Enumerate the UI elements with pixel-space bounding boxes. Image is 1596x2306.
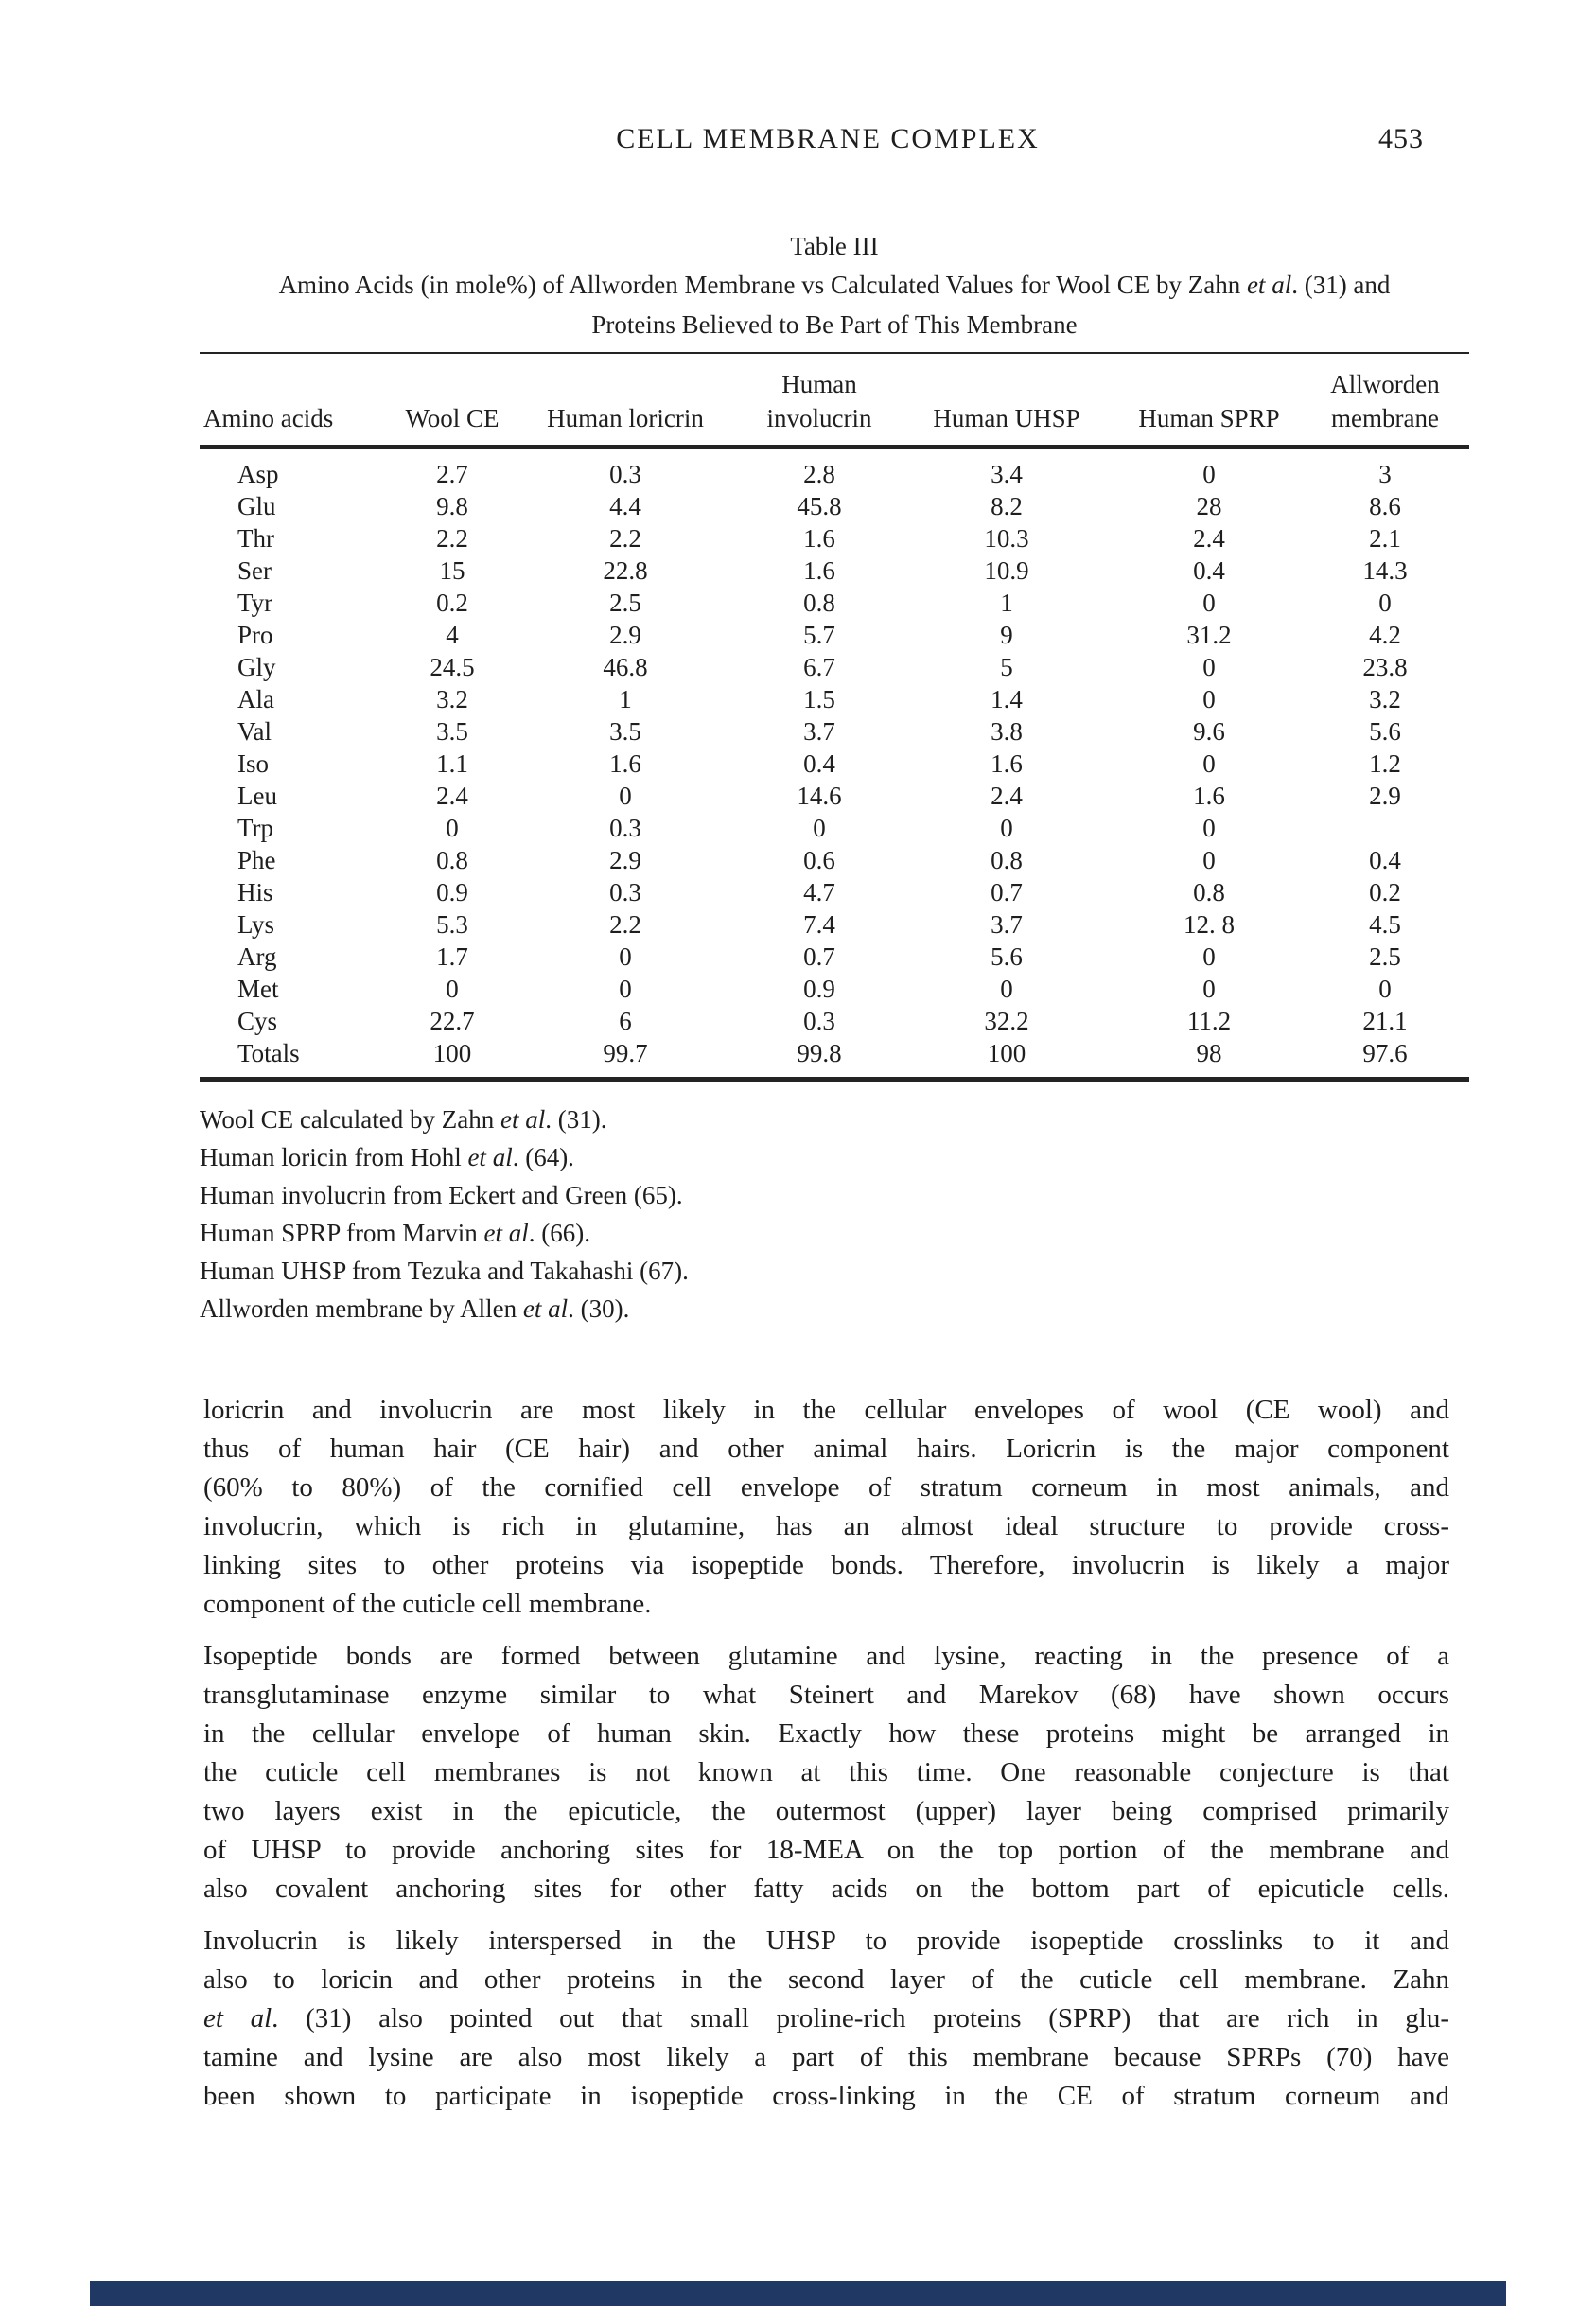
italic-text: et al — [500, 1105, 546, 1134]
value-cell: 4.4 — [609, 492, 641, 520]
value-cell: 100 — [987, 1039, 1026, 1067]
value-cell: 46.8 — [603, 653, 648, 681]
table-row — [200, 973, 1469, 1005]
column-header — [1091, 353, 1327, 447]
text-segment: Human involucrin from Eckert and Green (65). — [200, 1181, 683, 1209]
text-line — [203, 1999, 1449, 2038]
amino-acid-name-cell: His — [237, 878, 273, 907]
value-cell: 0.7 — [803, 942, 835, 971]
value-cell: 0 — [1202, 589, 1216, 617]
column-header — [716, 353, 922, 447]
value-cell: 2.5 — [609, 589, 641, 617]
value-cell: 2.4 — [1193, 524, 1225, 553]
value-cell: 0.3 — [609, 878, 641, 907]
column-header-line: Allworden — [1330, 370, 1440, 398]
table-block — [200, 227, 1469, 1328]
value-cell: 22.8 — [603, 556, 648, 585]
text-line — [203, 2077, 1449, 2116]
value-cell: 2.5 — [1369, 942, 1401, 971]
value-cell: 0 — [1202, 460, 1216, 488]
value-cell: 7.4 — [803, 910, 835, 939]
amino-acid-name-cell: Met — [237, 975, 279, 1003]
value-cell: 21.1 — [1362, 1007, 1408, 1035]
value-cell: 1.6 — [991, 749, 1023, 778]
value-cell: 2.9 — [609, 621, 641, 649]
column-header-line: Wool CE — [405, 404, 500, 432]
value-cell: 2.4 — [436, 782, 468, 810]
value-cell: 0 — [1202, 942, 1216, 971]
table-row — [200, 941, 1469, 973]
table-row — [200, 812, 1469, 844]
text-segment: (60% to 80%) of the cornified cell envelope of stratum corneum in most animals, and — [203, 1472, 1449, 1503]
value-cell: 3.7 — [803, 717, 835, 746]
value-cell: 12. 8 — [1184, 910, 1235, 939]
text-line — [203, 1831, 1449, 1870]
text-segment: also to loricin and other proteins in the second layer of the cuticle cell membrane. Zahn — [203, 1964, 1449, 1995]
text-segment: of UHSP to provide anchoring sites for 18-MEA on the top portion of the membrane and — [203, 1835, 1449, 1865]
value-cell: 8.6 — [1369, 492, 1401, 520]
value-cell: 1.6 — [609, 749, 641, 778]
value-cell: 0.3 — [609, 460, 641, 488]
table-row — [200, 447, 1469, 490]
table-row — [200, 780, 1469, 812]
value-cell: 3.5 — [609, 717, 641, 746]
paragraph — [203, 1922, 1449, 2116]
amino-acid-name-cell: Gly — [237, 653, 276, 681]
italic-text: et al — [467, 1143, 513, 1171]
value-cell: 1 — [1000, 589, 1013, 617]
table-row — [200, 587, 1469, 619]
value-cell: 14.6 — [797, 782, 842, 810]
value-cell: 2.9 — [609, 846, 641, 874]
text-segment: . (64). — [512, 1143, 574, 1171]
value-cell: 0.4 — [1193, 556, 1225, 585]
value-cell: 9.6 — [1193, 717, 1225, 746]
value-cell: 0.8 — [436, 846, 468, 874]
table-body — [200, 447, 1469, 1080]
value-cell: 0 — [619, 942, 632, 971]
table-row — [200, 908, 1469, 941]
value-cell: 14.3 — [1362, 556, 1408, 585]
value-cell: 3.2 — [1369, 685, 1401, 713]
value-cell: 2.9 — [1369, 782, 1401, 810]
text-line — [203, 1585, 1449, 1624]
amino-acid-name-cell: Pro — [237, 621, 273, 649]
running-head — [203, 123, 1452, 163]
amino-acid-name-cell: Thr — [237, 524, 274, 553]
footnote-line — [200, 1176, 1469, 1214]
table-row — [200, 1005, 1469, 1037]
text-line — [203, 1753, 1449, 1792]
text-segment: in the cellular envelope of human skin. Exactly how these proteins might be arranged in — [203, 1718, 1449, 1749]
column-header-line: Human — [781, 370, 857, 398]
running-head-title: CELL MEMBRANE COMPLEX — [616, 123, 1040, 154]
text-segment: Human UHSP from Tezuka and Takahashi (67). — [200, 1257, 689, 1285]
text-line — [203, 1430, 1449, 1469]
value-cell: 1.4 — [991, 685, 1023, 713]
value-cell: 2.7 — [436, 460, 468, 488]
value-cell: 8.2 — [991, 492, 1023, 520]
value-cell: 0 — [446, 975, 459, 1003]
value-cell: 22.7 — [430, 1007, 475, 1035]
value-cell: 4.5 — [1369, 910, 1401, 939]
value-cell: 99.8 — [797, 1039, 842, 1067]
amino-acid-name-cell: Leu — [237, 782, 277, 810]
table-header — [200, 353, 1469, 447]
value-cell: 9.8 — [436, 492, 468, 520]
text-line — [203, 1715, 1449, 1753]
italic-text: et al — [522, 1294, 569, 1323]
value-cell: 6.7 — [803, 653, 835, 681]
text-segment: Allworden membrane by Allen — [200, 1294, 523, 1323]
value-cell: 1.5 — [803, 685, 835, 713]
text-segment: Isopeptide bonds are formed between glutamine and lysine, reacting in the presence of a — [203, 1641, 1449, 1671]
value-cell: 0.4 — [1369, 846, 1401, 874]
value-cell: 99.7 — [603, 1039, 648, 1067]
text-segment: two layers exist in the epicuticle, the outermost (upper) layer being comprised primarily — [203, 1796, 1449, 1826]
amino-acid-name-cell: Lys — [237, 910, 275, 939]
bottom-bar — [90, 2281, 1506, 2306]
text-segment: component of the cuticle cell membrane. — [203, 1589, 652, 1619]
value-cell: 0 — [1202, 749, 1216, 778]
value-cell: 5.6 — [1369, 717, 1401, 746]
text-segment: linking sites to other proteins via isopeptide bonds. Therefore, involucrin is likely a major — [203, 1550, 1449, 1580]
text-segment: tamine and lysine are also most likely a part of this membrane because SPRPs (70) have — [203, 2042, 1449, 2072]
value-cell: 1.1 — [436, 749, 468, 778]
amino-acid-name-cell: Val — [237, 717, 272, 746]
text-segment: Human loricin from Hohl — [200, 1143, 468, 1171]
value-cell: 1 — [619, 685, 632, 713]
text-segment: loricrin and involucrin are most likely in the cellular envelopes of wool (CE wool) and — [203, 1395, 1449, 1425]
page-number: 453 — [1378, 123, 1424, 154]
text-segment: the cuticle cell membranes is not known at this time. One reasonable conjecture is that — [203, 1757, 1449, 1787]
value-cell: 1.6 — [803, 524, 835, 553]
value-cell: 5.3 — [436, 910, 468, 939]
text-line — [203, 1961, 1449, 1999]
text-line — [203, 1469, 1449, 1507]
value-cell: 1.2 — [1369, 749, 1401, 778]
column-header-line: Human UHSP — [933, 404, 1080, 432]
text-segment: . (66). — [528, 1219, 590, 1247]
text-segment: Wool CE calculated by Zahn — [200, 1105, 500, 1134]
table-row — [200, 715, 1469, 748]
value-cell: 10.9 — [984, 556, 1029, 585]
value-cell: 0 — [446, 814, 459, 842]
table-row — [200, 522, 1469, 554]
value-cell: 2.2 — [436, 524, 468, 553]
text-segment: Proteins Believed to Be Part of This Membrane — [591, 310, 1078, 339]
amino-acid-name-cell: Cys — [237, 1007, 278, 1035]
footnote-line — [200, 1138, 1469, 1176]
value-cell: 4 — [446, 621, 459, 649]
text-segment: Amino Acids (in mole%) of Allworden Membrane vs Calculated Values for Wool CE by Zahn — [278, 271, 1247, 299]
value-cell: 0.9 — [436, 878, 468, 907]
table-caption-line — [200, 305, 1469, 344]
text-segment: Involucrin is likely interspersed in the UHSP to provide isopeptide crosslinks to it and — [203, 1926, 1449, 1956]
value-cell: 0 — [1202, 846, 1216, 874]
text-segment: been shown to participate in isopeptide cross-linking in the CE of stratum corneum and — [203, 2081, 1449, 2111]
value-cell: 6 — [619, 1007, 632, 1035]
text-line — [203, 1546, 1449, 1585]
table-footnotes — [200, 1100, 1469, 1328]
italic-text: et al — [483, 1219, 529, 1247]
value-cell: 3.4 — [991, 460, 1023, 488]
value-cell: 5.7 — [803, 621, 835, 649]
footnote-line — [200, 1290, 1469, 1328]
value-cell: 0 — [619, 782, 632, 810]
value-cell: 15 — [439, 556, 465, 585]
value-cell: 98 — [1196, 1039, 1222, 1067]
value-cell: 0 — [1202, 814, 1216, 842]
value-cell: 0 — [1202, 653, 1216, 681]
amino-acid-name-cell: Trp — [237, 814, 274, 842]
value-cell: 2.1 — [1369, 524, 1401, 553]
value-cell: 5 — [1000, 653, 1013, 681]
value-cell: 3.2 — [436, 685, 468, 713]
value-cell: 45.8 — [797, 492, 842, 520]
value-cell: 5.6 — [991, 942, 1023, 971]
text-line — [203, 1391, 1449, 1430]
value-cell: 3 — [1378, 460, 1392, 488]
value-cell: 1.7 — [436, 942, 468, 971]
value-cell: 0.2 — [1369, 878, 1401, 907]
value-cell: 1.6 — [803, 556, 835, 585]
value-cell: 10.3 — [984, 524, 1029, 553]
table-title: Table III — [790, 232, 879, 260]
value-cell: 0 — [1000, 814, 1013, 842]
value-cell: 97.6 — [1362, 1039, 1408, 1067]
column-header — [200, 353, 370, 447]
footnote-line — [200, 1252, 1469, 1290]
table-row — [200, 619, 1469, 651]
italic-text: et al — [1246, 271, 1292, 299]
value-cell: 4.2 — [1369, 621, 1401, 649]
value-cell: 100 — [432, 1039, 472, 1067]
table-row — [200, 876, 1469, 908]
text-line — [203, 1507, 1449, 1546]
value-cell: 0 — [1378, 975, 1392, 1003]
value-cell: 2.2 — [609, 910, 641, 939]
text-segment: also covalent anchoring sites for other fatty acids on the bottom part of epicuticle cells. — [203, 1874, 1449, 1904]
amino-acid-name-cell: Phe — [237, 846, 276, 874]
table-row — [200, 651, 1469, 683]
amino-acid-name-cell: Ala — [237, 685, 274, 713]
text-line — [203, 1637, 1449, 1676]
value-cell: 32.2 — [984, 1007, 1029, 1035]
amino-acid-name-cell: Glu — [237, 492, 276, 520]
value-cell: 11.2 — [1186, 1007, 1232, 1035]
table-row — [200, 844, 1469, 876]
column-header-line: Human loricrin — [547, 404, 704, 432]
value-cell: 0.6 — [803, 846, 835, 874]
value-cell: 4.7 — [803, 878, 835, 907]
table-row — [200, 490, 1469, 522]
footnote-line — [200, 1214, 1469, 1252]
text-segment: . (31) also pointed out that small proline-rich proteins (SPRP) that are rich in glu- — [272, 2003, 1449, 2033]
amino-acid-name-cell: Arg — [237, 942, 277, 971]
value-cell: 0.8 — [803, 589, 835, 617]
body-text — [203, 1391, 1449, 2129]
amino-acid-name-cell: Totals — [237, 1039, 300, 1067]
value-cell: 24.5 — [430, 653, 475, 681]
paragraph — [203, 1391, 1449, 1624]
column-header-line: involucrin — [766, 404, 872, 432]
column-header — [922, 353, 1091, 447]
value-cell: 3.5 — [436, 717, 468, 746]
value-cell: 0 — [1202, 975, 1216, 1003]
text-segment: . (31) and — [1291, 271, 1391, 299]
amino-acid-name-cell: Tyr — [237, 589, 273, 617]
value-cell: 0.2 — [436, 589, 468, 617]
text-segment: transglutaminase enzyme similar to what Steinert and Marekov (68) have shown occurs — [203, 1680, 1449, 1710]
table-row — [200, 683, 1469, 715]
amino-acid-name-cell: Asp — [237, 460, 279, 488]
value-cell: 0 — [619, 975, 632, 1003]
value-cell: 0.4 — [803, 749, 835, 778]
value-cell: 0 — [1202, 685, 1216, 713]
amino-acid-name-cell: Ser — [237, 556, 272, 585]
text-line — [203, 1922, 1449, 1961]
text-line — [203, 1792, 1449, 1831]
value-cell: 0 — [1000, 975, 1013, 1003]
table-caption-line — [200, 265, 1469, 305]
table-row — [200, 748, 1469, 780]
text-segment: . (30). — [568, 1294, 630, 1323]
value-cell: 2.8 — [803, 460, 835, 488]
value-cell: 23.8 — [1362, 653, 1408, 681]
amino-acid-name-cell: Iso — [237, 749, 269, 778]
footnote-line — [200, 1100, 1469, 1138]
value-cell: 0.8 — [1193, 878, 1225, 907]
text-line — [203, 1870, 1449, 1909]
column-header — [1327, 353, 1469, 447]
value-cell: 0 — [1378, 589, 1392, 617]
text-line — [203, 2038, 1449, 2077]
value-cell: 28 — [1196, 492, 1222, 520]
value-cell: 0.8 — [991, 846, 1023, 874]
column-header-line: Human SPRP — [1138, 404, 1280, 432]
value-cell: 3.8 — [991, 717, 1023, 746]
value-cell — [1327, 812, 1469, 844]
value-cell: 0.7 — [991, 878, 1023, 907]
value-cell: 9 — [1000, 621, 1013, 649]
value-cell: 2.4 — [991, 782, 1023, 810]
table-row — [200, 1037, 1469, 1080]
value-cell: 0 — [813, 814, 826, 842]
table-row — [200, 554, 1469, 587]
amino-acid-table — [200, 352, 1469, 1082]
table-caption — [200, 265, 1469, 344]
value-cell: 1.6 — [1193, 782, 1225, 810]
column-header — [370, 353, 535, 447]
column-header-line: membrane — [1331, 404, 1439, 432]
value-cell: 3.7 — [991, 910, 1023, 939]
text-line — [203, 1676, 1449, 1715]
text-segment: . (31). — [545, 1105, 607, 1134]
value-cell: 31.2 — [1186, 621, 1232, 649]
value-cell: 0.9 — [803, 975, 835, 1003]
value-cell: 2.2 — [609, 524, 641, 553]
column-header-line: Amino acids — [203, 404, 334, 432]
italic-text: et al — [203, 2003, 272, 2033]
value-cell: 0.3 — [609, 814, 641, 842]
text-segment: involucrin, which is rich in glutamine, has an almost ideal structure to provide cross- — [203, 1511, 1449, 1541]
text-segment: thus of human hair (CE hair) and other animal hairs. Loricrin is the major component — [203, 1434, 1449, 1464]
text-segment: Human SPRP from Marvin — [200, 1219, 484, 1247]
paragraph — [203, 1637, 1449, 1909]
value-cell: 0.3 — [803, 1007, 835, 1035]
table-header-row — [200, 353, 1469, 447]
column-header — [535, 353, 716, 447]
